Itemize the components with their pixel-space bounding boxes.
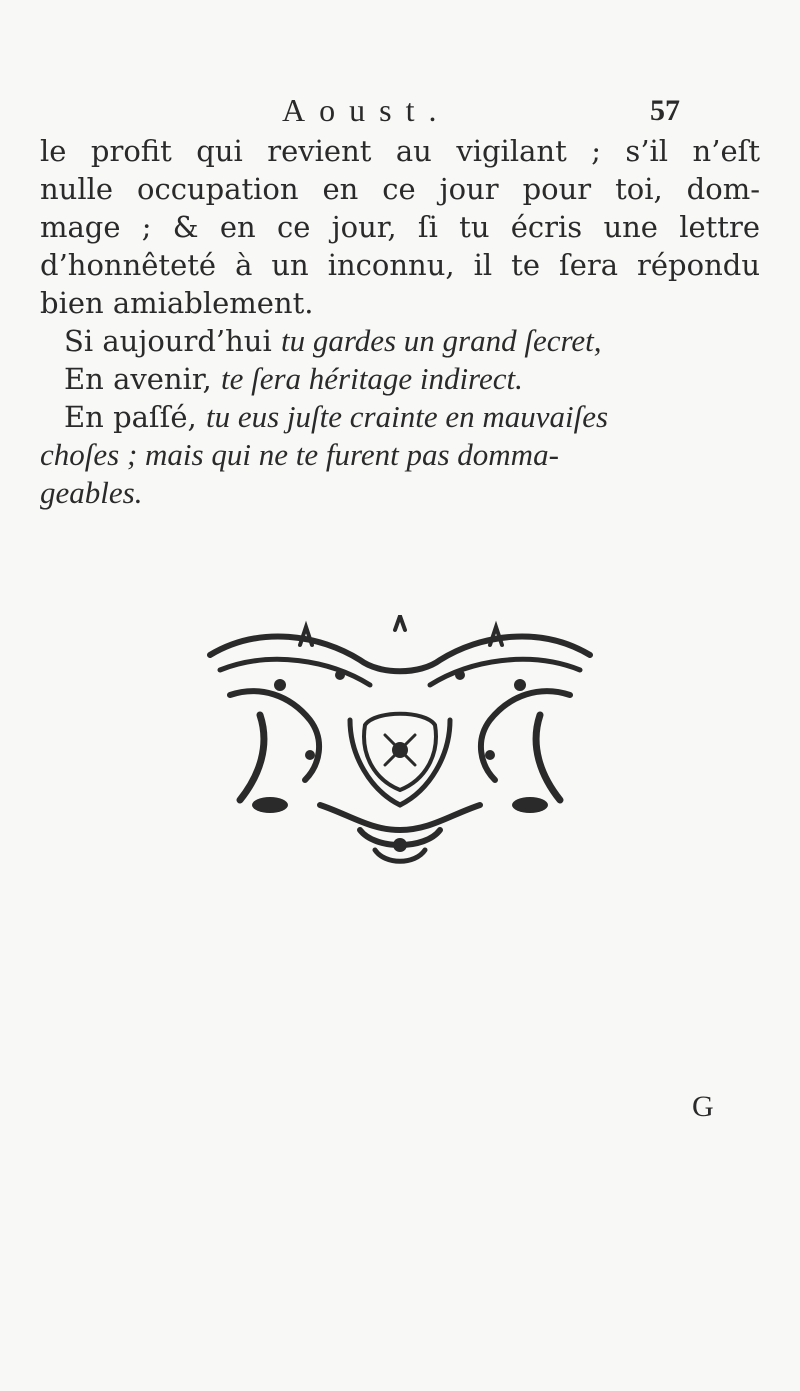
text-line: d’honnêteté à un inconnu, il te ſera répondu bbox=[40, 248, 760, 282]
verse-line bbox=[40, 360, 760, 398]
text-line: mage ; & en ce jour, ſi tu écris une lettre bbox=[40, 210, 760, 244]
verse-roman: En paſſé, bbox=[64, 400, 197, 434]
text-line: bien amiablement. bbox=[40, 286, 314, 320]
verse-italic: tu gardes un grand ſecret, bbox=[280, 323, 602, 358]
verse-line: choſes ; mais qui ne te furent pas domma- bbox=[40, 437, 559, 472]
verse-italic: tu eus juſte crainte en mauvaiſes bbox=[205, 399, 609, 434]
floral-ornament-icon bbox=[200, 615, 600, 875]
running-title: Aoust. bbox=[282, 92, 451, 128]
running-head bbox=[0, 92, 800, 132]
verse-italic: te ſera héritage indirect. bbox=[220, 361, 523, 396]
verse-roman: En avenir, bbox=[64, 362, 212, 396]
verse-line: geables. bbox=[40, 475, 143, 510]
body-text bbox=[40, 132, 760, 512]
verse-line bbox=[40, 398, 760, 436]
verse-roman: Si aujourd’hui bbox=[64, 324, 272, 358]
page-number: 57 bbox=[650, 94, 680, 127]
signature-mark: G bbox=[692, 1090, 714, 1123]
text-line: le profit qui revient au vigilant ; s’il n’eſt bbox=[40, 134, 760, 168]
text-line: nulle occupation en ce jour pour toi, dom- bbox=[40, 172, 760, 206]
verse-line bbox=[40, 322, 760, 360]
